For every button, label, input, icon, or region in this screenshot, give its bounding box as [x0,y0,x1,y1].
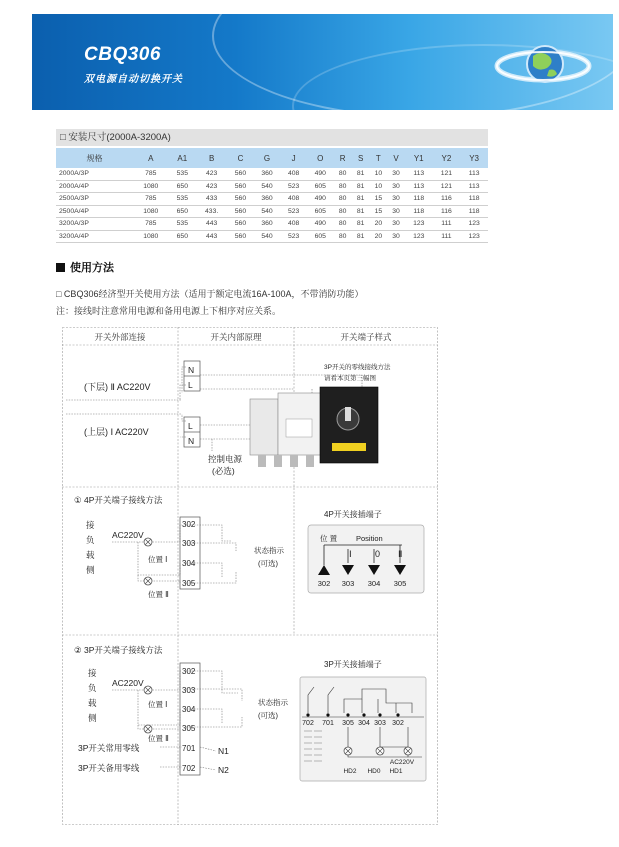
table-cell: 80 [334,193,352,206]
status-indicator-label: 状态指示 [254,546,284,555]
table-cell: 111 [433,218,461,231]
table-cell: 2500A/3P [56,193,133,206]
globe-logo-icon [483,34,593,94]
plug-4p-mark-0: 0 [375,549,381,559]
load-side-char: 侧 [88,713,97,723]
table-cell: 560 [227,218,254,231]
plug-4p-mark-1: Ⅰ [349,549,352,559]
table-cell: 81 [352,193,370,206]
usage-heading-text: 使用方法 [70,262,114,274]
table-cell: 360 [254,193,281,206]
load-side-char: 载 [86,550,95,560]
table-cell: 650 [168,230,196,243]
table-row [56,193,488,206]
table-cell: 490 [307,218,334,231]
terminal-302: 302 [182,667,196,676]
plug-4p-302: 302 [317,579,331,588]
terminal-303: 303 [182,539,196,548]
method-3p-title: ② 3P开关端子接线方法 [74,645,163,655]
plug-4p-305: 305 [393,579,407,588]
table-cell: 81 [352,205,370,218]
table-cell: 540 [254,230,281,243]
table-cell: 605 [307,180,334,193]
column-header: R [334,148,352,168]
table-cell: 535 [168,193,196,206]
table-cell: 433. [196,205,227,218]
column-header: S [352,148,370,168]
table-row [56,168,488,180]
plug-4p-title: 4P开关接插端子 [324,510,382,519]
table-cell: 2000A/3P [56,168,133,180]
table-cell: 81 [352,180,370,193]
table-cell: 433 [196,193,227,206]
table-cell: 81 [352,218,370,231]
status-optional-label: (可选) [258,559,278,568]
plug-3p-303: 303 [374,720,386,727]
plug-3p-title: 3P开关接插端子 [324,660,382,669]
table-cell: 118 [405,193,433,206]
position-1-label: 位置 Ⅰ [148,700,168,709]
table-cell: 30 [387,230,405,243]
table-cell: 535 [168,218,196,231]
table-cell: 80 [334,180,352,193]
table-cell: 3200A/4P [56,230,133,243]
table-cell: 360 [254,218,281,231]
table-cell: 113 [405,180,433,193]
table-cell: 10 [369,180,387,193]
table-cell: 650 [168,180,196,193]
load-side-char: 载 [88,698,97,708]
neutral-note-1: 3P开关的零线接线方法 [324,364,391,371]
table-cell: 423 [196,180,227,193]
column-header: V [387,148,405,168]
table-cell: 1080 [133,230,168,243]
table-cell: 3200A/3P [56,218,133,231]
table-header-row [56,148,488,168]
neutral-note-2: 请看本页第三幅图 [324,375,376,382]
table-cell: 121 [433,180,461,193]
square-bullet-icon [56,263,65,272]
column-header: C [227,148,254,168]
column-header: T [369,148,387,168]
column-header: Y3 [460,148,488,168]
control-power-required: (必选) [212,466,235,476]
table-cell: 30 [387,193,405,206]
load-side-char: 负 [88,683,97,693]
table-cell: 15 [369,193,387,206]
table-row [56,218,488,231]
terminal-304: 304 [182,559,196,568]
ac220v-label: AC220V [112,530,144,540]
plug-3p-305: 305 [342,720,354,727]
table-cell: 1080 [133,180,168,193]
plug-4p-303: 303 [341,579,355,588]
table-cell: 80 [334,205,352,218]
load-side-char: 负 [86,535,95,545]
n2-label: N2 [218,765,229,775]
table-cell: 560 [227,180,254,193]
plug-4p-304: 304 [367,579,381,588]
table-cell: 490 [307,193,334,206]
position-2-label: 位置 Ⅱ [148,590,169,599]
load-side-char: 接 [86,520,95,530]
table-cell: 30 [387,205,405,218]
plug-3p-304: 304 [358,720,370,727]
table-cell: 80 [334,218,352,231]
table-cell: 30 [387,168,405,180]
usage-heading [56,259,114,275]
table-cell: 560 [227,168,254,180]
lower-supply-label: (下层) Ⅱ AC220V [84,382,151,392]
table-cell: 2500A/4P [56,205,133,218]
plug-3p-ac220v: AC220V [389,759,415,766]
column-header: 规格 [56,148,133,168]
lamp-hd1: HD1 [389,768,403,775]
terminal-302: 302 [182,520,196,529]
table-cell: 118 [460,205,488,218]
table-cell: 30 [387,180,405,193]
table-cell: 523 [280,180,307,193]
product-subtitle: 双电源自动切换开关 [84,74,183,85]
table-cell: 560 [227,193,254,206]
install-size-heading: □ 安装尺寸(2000A-3200A) [56,129,488,146]
table-cell: 408 [280,168,307,180]
table-cell: 523 [280,205,307,218]
usage-description: □ CBQ306经济型开关使用方法（适用于额定电流16A-100A，不带消防功能） [56,289,364,299]
table-cell: 650 [168,205,196,218]
method-4p-title: ① 4P开关端子接线方法 [74,495,163,505]
header-internal: 开关内部原理 [210,332,262,342]
header-banner [32,14,613,110]
table-cell: 443 [196,218,227,231]
table-cell: 113 [460,180,488,193]
terminal-n-upper: N [188,436,195,446]
terminal-305: 305 [182,724,196,733]
header-terminal: 开关端子样式 [340,332,392,342]
table-cell: 123 [405,230,433,243]
terminal-304: 304 [182,705,196,714]
terminal-n-lower: N [188,365,195,375]
terminal-701: 701 [182,744,196,753]
column-header: J [280,148,307,168]
table-cell: 785 [133,193,168,206]
table-cell: 540 [254,205,281,218]
plug-4p-position-en: Position [356,534,383,543]
plug-3p-701: 701 [322,720,334,727]
table-cell: 490 [307,168,334,180]
terminal-702: 702 [182,764,196,773]
table-cell: 121 [433,168,461,180]
table-cell: 80 [334,168,352,180]
table-cell: 605 [307,230,334,243]
load-side-char: 侧 [86,565,95,575]
table-cell: 535 [168,168,196,180]
product-title: CBQ306 [84,44,161,65]
table-row [56,180,488,193]
table-cell: 785 [133,168,168,180]
table-cell: 523 [280,230,307,243]
neutral-standby-label: 3P开关备用零线 [78,763,140,773]
upper-supply-label: (上层) Ⅰ AC220V [84,427,149,437]
table-cell: 423 [196,168,227,180]
position-2-label: 位置 Ⅱ [148,734,169,743]
column-header: A1 [168,148,196,168]
table-cell: 118 [405,205,433,218]
plug-4p-mark-2: Ⅱ [398,549,403,559]
table-cell: 30 [387,218,405,231]
table-cell: 10 [369,168,387,180]
table-cell: 20 [369,230,387,243]
table-cell: 81 [352,230,370,243]
control-power-label: 控制电源 [208,454,243,464]
table-cell: 116 [433,193,461,206]
column-header: B [196,148,227,168]
table-cell: 123 [460,218,488,231]
table-cell: 785 [133,218,168,231]
dimension-table [56,148,488,243]
table-cell: 360 [254,168,281,180]
plug-3p-302: 302 [392,720,404,727]
table-cell: 15 [369,205,387,218]
status-indicator-label: 状态指示 [258,698,288,707]
lamp-hd2: HD2 [343,768,357,775]
terminal-l-lower: L [188,380,193,390]
n1-label: N1 [218,746,229,756]
column-header: G [254,148,281,168]
wiring-diagram [62,327,438,825]
lamp-hd0: HD0 [367,768,381,775]
table-cell: 111 [433,230,461,243]
table-cell: 80 [334,230,352,243]
table-cell: 116 [433,205,461,218]
column-header: Y1 [405,148,433,168]
load-side-char: 接 [88,668,97,678]
plug-3p-702: 702 [302,720,314,727]
position-1-label: 位置 Ⅰ [148,555,168,564]
status-optional-label: (可选) [258,711,278,720]
table-cell: 408 [280,218,307,231]
table-row [56,230,488,243]
table-cell: 118 [460,193,488,206]
terminal-l-upper: L [188,421,193,431]
table-cell: 408 [280,193,307,206]
column-header: A [133,148,168,168]
usage-note: 注：接线时注意常用电源和备用电源上下相序对应关系。 [56,306,282,316]
table-cell: 123 [405,218,433,231]
ac220v-label: AC220V [112,678,144,688]
table-row [56,205,488,218]
table-cell: 113 [460,168,488,180]
table-cell: 605 [307,205,334,218]
neutral-common-label: 3P开关常用零线 [78,743,140,753]
table-cell: 1080 [133,205,168,218]
table-cell: 2000A/4P [56,180,133,193]
column-header: O [307,148,334,168]
table-cell: 560 [227,205,254,218]
terminal-305: 305 [182,579,196,588]
terminal-303: 303 [182,686,196,695]
table-cell: 560 [227,230,254,243]
column-header: Y2 [433,148,461,168]
table-cell: 443 [196,230,227,243]
header-external: 开关外部连接 [94,332,146,342]
table-cell: 123 [460,230,488,243]
table-cell: 540 [254,180,281,193]
plug-4p-position-cn: 位 置 [320,534,338,543]
table-cell: 20 [369,218,387,231]
switch-device-icon [250,387,378,467]
table-cell: 113 [405,168,433,180]
table-cell: 81 [352,168,370,180]
